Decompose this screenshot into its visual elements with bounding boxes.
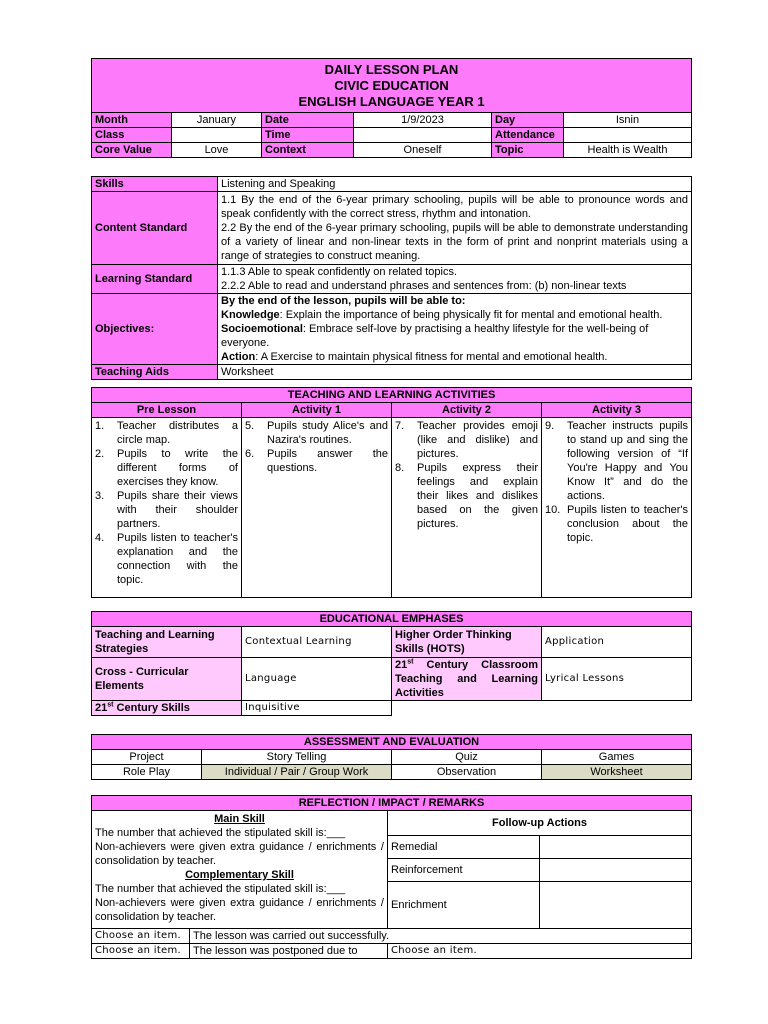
objectives-value[interactable]: By the end of the lesson, pupils will be able to: Knowledge: Explain the importance of being physically fit for mental and emotional health. Socioemotional: Embrace self-love by practising a healthy lifestyle for the well-being of everyone. Action: A Exercise to maintain physical fitness for mental and emotional health. xyxy=(218,294,692,365)
activities-table xyxy=(91,387,692,598)
enrichment-label: Enrichment xyxy=(388,882,540,929)
step-number: 7. xyxy=(395,420,405,432)
activities-title: TEACHING AND LEARNING ACTIVITIES xyxy=(92,388,692,403)
step-text: Pupils listen to teacher's explanation and the connection with the topic. xyxy=(117,532,238,586)
teaching-aids-value[interactable]: Worksheet xyxy=(218,365,692,380)
reflection-title: REFLECTION / IMPACT / REMARKS xyxy=(92,796,692,811)
activity-list-pre xyxy=(95,419,238,587)
standards-table xyxy=(91,176,692,380)
c21-label: 21st Century Classroom Teaching and Learning Activities xyxy=(392,658,542,701)
hots-label: Higher Order Thinking Skills (HOTS) xyxy=(392,627,542,658)
day-label: Day xyxy=(492,113,564,128)
day-value[interactable]: Isnin xyxy=(564,113,692,128)
assess-observation[interactable]: Observation xyxy=(392,765,542,780)
remedial-label: Remedial xyxy=(388,836,540,859)
activity-1-cell[interactable] xyxy=(242,418,392,598)
step-number: 10. xyxy=(545,504,561,516)
activity-step xyxy=(245,419,388,447)
step-text: Pupils express their feelings and explain their likes and dislikes based on the given pictures. xyxy=(417,462,538,530)
step-number: 5. xyxy=(245,420,255,432)
lesson-postponed-text: The lesson was postponed due to xyxy=(190,944,388,959)
activity-step xyxy=(545,503,688,545)
pre-lesson-cell[interactable] xyxy=(92,418,242,598)
time-label: Time xyxy=(262,128,354,143)
content-standard-value[interactable]: 1.1 By the end of the 6-year primary schooling, pupils will be able to pronounce words and speak confidently with the correct stress, rhythm and intonation. 2.2 By the end of the 6-year primary schooling, pupils will be able to demonstrate understanding of a variety of linear and non-linear texts in the form of print and nonprint materials using a range of strategies to construct meaning. xyxy=(218,192,692,265)
step-number: 6. xyxy=(245,448,255,460)
activity-step xyxy=(95,447,238,489)
col-pre-lesson: Pre Lesson xyxy=(92,403,242,418)
assess-role-play[interactable]: Role Play xyxy=(92,765,202,780)
hots-value[interactable]: Application xyxy=(542,627,692,658)
assess-quiz[interactable]: Quiz xyxy=(392,750,542,765)
step-text: Pupils answer the questions. xyxy=(267,448,388,474)
lesson-success-text: The lesson was carried out successfully. xyxy=(190,929,692,944)
assessment-title: ASSESSMENT AND EVALUATION xyxy=(92,735,692,750)
activity-step xyxy=(95,489,238,531)
emphases-table xyxy=(91,611,692,716)
header-table xyxy=(91,58,692,158)
attendance-value[interactable] xyxy=(564,128,692,143)
step-text: Pupils to write the different forms of exercises they know. xyxy=(117,448,238,488)
activity-3-cell[interactable] xyxy=(542,418,692,598)
topic-value[interactable]: Health is Wealth xyxy=(564,143,692,158)
assessment-table xyxy=(91,734,692,780)
step-number: 1. xyxy=(95,420,105,432)
context-label: Context xyxy=(262,143,354,158)
remedial-value[interactable] xyxy=(540,836,692,859)
step-text: Teacher distributes a circle map. xyxy=(117,420,238,446)
activity-step xyxy=(545,419,688,503)
activity-step xyxy=(95,531,238,587)
reinforcement-label: Reinforcement xyxy=(388,859,540,882)
skills-value[interactable]: Listening and Speaking xyxy=(218,177,692,192)
objectives-label: Objectives: xyxy=(92,294,218,365)
content-standard-label: Content Standard xyxy=(92,192,218,265)
activity-step xyxy=(395,419,538,461)
activity-list-a1 xyxy=(245,419,388,475)
main-skill-heading: Main Skill xyxy=(214,813,265,825)
choose-item-dropdown-3[interactable]: Choose an item. xyxy=(388,944,692,959)
time-value[interactable] xyxy=(354,128,492,143)
assess-project[interactable]: Project xyxy=(92,750,202,765)
assess-story-telling[interactable]: Story Telling xyxy=(202,750,392,765)
teaching-aids-label: Teaching Aids xyxy=(92,365,218,380)
learning-standard-value[interactable]: 1.1.3 Able to speak confidently on related topics. 2.2.2 Able to read and understand phrases and sentences from: (b) non-linear texts xyxy=(218,265,692,294)
activity-list-a3 xyxy=(545,419,688,545)
step-text: Pupils study Alice's and Nazira's routines. xyxy=(267,420,388,446)
cce-value[interactable]: Language xyxy=(242,658,392,701)
reflection-skills-cell[interactable]: Main Skill The number that achieved the stipulated skill is:___ Non-achievers were given extra guidance / enrichments / consolidation by teacher. Complementary Skill The number that achieved the stipulated skill is:___ Non-achievers were given extra guidance / enrichments / consolidation by teacher. xyxy=(92,811,388,929)
col-activity-1: Activity 1 xyxy=(242,403,392,418)
s21-value[interactable]: Inquisitive xyxy=(242,701,392,716)
class-value[interactable] xyxy=(172,128,262,143)
activity-2-cell[interactable] xyxy=(392,418,542,598)
activity-list-a2 xyxy=(395,419,538,531)
step-number: 8. xyxy=(395,462,405,474)
reinforcement-value[interactable] xyxy=(540,859,692,882)
skills-label: Skills xyxy=(92,177,218,192)
context-value[interactable]: Oneself xyxy=(354,143,492,158)
month-label: Month xyxy=(92,113,172,128)
activity-step xyxy=(95,419,238,447)
core-value-label: Core Value xyxy=(92,143,172,158)
step-text: Pupils share their views with their shoulder partners. xyxy=(117,490,238,530)
date-label: Date xyxy=(262,113,354,128)
col-activity-2: Activity 2 xyxy=(392,403,542,418)
step-number: 4. xyxy=(95,532,105,544)
activity-step xyxy=(245,447,388,475)
class-label: Class xyxy=(92,128,172,143)
date-value[interactable]: 1/9/2023 xyxy=(354,113,492,128)
core-value[interactable]: Love xyxy=(172,143,262,158)
step-text: Teacher instructs pupils to stand up and sing the following version of “If You're Happy and You Know It” and do the actions. xyxy=(567,420,689,502)
assess-group-work[interactable]: Individual / Pair / Group Work xyxy=(202,765,392,780)
step-number: 2. xyxy=(95,448,105,460)
enrichment-value[interactable] xyxy=(540,882,692,929)
choose-item-dropdown-2[interactable]: Choose an item. xyxy=(92,944,190,959)
step-text: Pupils listen to teacher's conclusion about the topic. xyxy=(567,504,689,544)
learning-standard-label: Learning Standard xyxy=(92,265,218,294)
choose-item-dropdown-1[interactable]: Choose an item. xyxy=(92,929,190,944)
month-value[interactable]: January xyxy=(172,113,262,128)
step-text: Teacher provides emoji (like and dislike) and pictures. xyxy=(417,420,538,460)
followup-heading: Follow-up Actions xyxy=(388,811,692,836)
activity-step xyxy=(395,461,538,531)
assess-worksheet[interactable]: Worksheet xyxy=(542,765,692,780)
s21-label: 21st Century Skills xyxy=(92,701,242,716)
col-activity-3: Activity 3 xyxy=(542,403,692,418)
lesson-plan-title: DAILY LESSON PLAN CIVIC EDUCATION ENGLISH LANGUAGE YEAR 1 xyxy=(92,59,692,113)
reflection-table xyxy=(91,795,692,959)
emphases-title: EDUCATIONAL EMPHASES xyxy=(92,612,692,627)
tls-value[interactable]: Contextual Learning xyxy=(242,627,392,658)
assess-games[interactable]: Games xyxy=(542,750,692,765)
attendance-label: Attendance xyxy=(492,128,564,143)
step-number: 9. xyxy=(545,420,555,432)
topic-label: Topic xyxy=(492,143,564,158)
step-number: 3. xyxy=(95,490,105,502)
tls-label: Teaching and Learning Strategies xyxy=(92,627,242,658)
c21-value[interactable]: Lyrical Lessons xyxy=(542,658,692,701)
complementary-skill-heading: Complementary Skill xyxy=(185,869,294,881)
cce-label: Cross - Curricular Elements xyxy=(92,658,242,701)
